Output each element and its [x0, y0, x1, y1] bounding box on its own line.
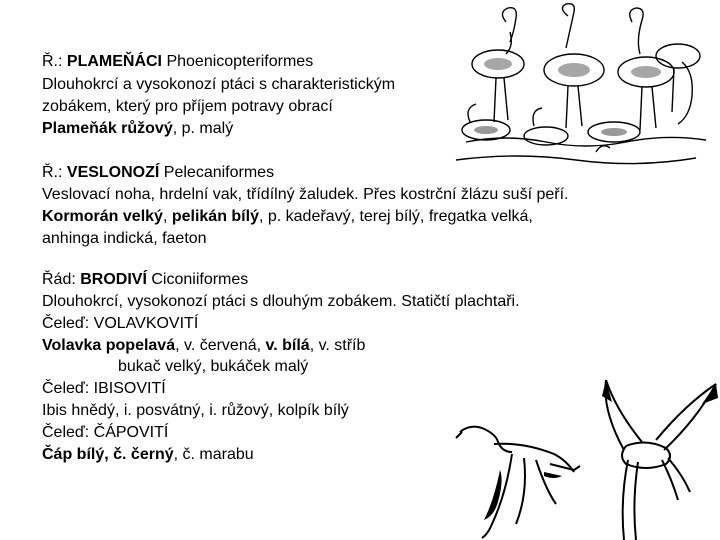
order-prefix: Ř.:	[42, 164, 67, 181]
flamingos-species	[42, 119, 233, 139]
flamingos-description-1: Dlouhokrcí a vysokonozí ptáci s charakteristickým	[42, 76, 396, 93]
order-prefix: Řád:	[42, 271, 81, 288]
family-label: Čeleď:	[42, 380, 94, 397]
order-latin-name: Ciconiiformes	[146, 271, 249, 288]
order-name: BRODIVÍ	[80, 271, 147, 288]
separator: ,	[162, 208, 172, 225]
ibises-species: Ibis hnědý, i. posvátný, i. růžový, kolpík bílý	[42, 402, 349, 419]
family-label: Čeleď:	[42, 315, 94, 332]
family-name: IBISOVITÍ	[93, 380, 166, 397]
order-prefix: Ř.:	[42, 53, 67, 70]
order-name: VESLONOZÍ	[66, 164, 160, 181]
pelicans-species-1	[42, 207, 533, 227]
pelicans-species-2: anhinga indická, faeton	[42, 230, 207, 247]
species-highlight: v. bílá	[265, 337, 310, 354]
storks-species	[42, 445, 254, 465]
species-rest: , v. červená,	[175, 337, 266, 354]
family-ibises	[42, 379, 166, 399]
pelicans-description: Veslovací noha, hrdelní vak, třídílný žaludek. Přes kostrční žlázu suší peří.	[42, 186, 569, 203]
species-rest: , č. marabu	[173, 446, 254, 463]
species-highlight: Čáp bílý, č. černý	[42, 446, 174, 463]
species-rest: , p. kadeřavý, terej bílý, fregatka velká,	[258, 208, 533, 225]
family-herons	[42, 314, 198, 334]
family-label: Čeleď:	[42, 424, 94, 441]
species-highlight: Kormorán velký	[42, 208, 163, 225]
order-latin-name: Pelecaniformes	[159, 164, 275, 181]
storks-description: Dlouhokrcí, vysokonozí ptáci s dlouhým zobákem. Statičtí plachtaři.	[42, 293, 520, 310]
flying-heron-illustration	[454, 402, 584, 540]
herons-species	[42, 336, 365, 356]
species-rest: , v. stříb	[309, 337, 366, 354]
herons-species-2: bukač velký, bukáček malý	[118, 358, 309, 375]
flamingos-description-2: zobákem, který pro příjem potravy obrací	[42, 98, 333, 115]
flamingo-illustration	[446, 2, 720, 176]
family-name: VOLAVKOVITÍ	[93, 315, 199, 332]
species-highlight: Volavka popelavá	[42, 337, 176, 354]
species-rest: , p. malý	[172, 120, 234, 137]
order-storks-heading	[42, 270, 248, 290]
species-highlight: Plameňák růžový	[42, 120, 173, 137]
family-name: ČÁPOVITÍ	[93, 424, 169, 441]
family-storks	[42, 423, 168, 443]
order-latin-name: Phoenicopteriformes	[162, 53, 314, 70]
flying-stork-illustration	[566, 376, 720, 540]
order-pelicans-heading	[42, 163, 274, 183]
order-name: PLAMEŇÁCI	[66, 53, 162, 70]
species-highlight: pelikán bílý	[171, 208, 259, 225]
order-flamingos-heading	[42, 52, 313, 72]
